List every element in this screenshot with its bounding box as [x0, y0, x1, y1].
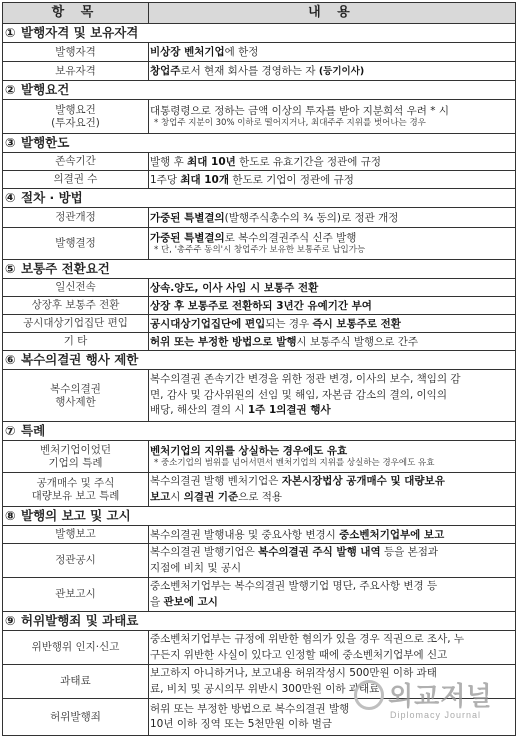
text: 중소벤처기업부는 규정에 위반한 혐의가 있을 경우 직권으로 조사, 누 — [150, 633, 465, 645]
bold-text: 벤처기업의 지위를 상실하는 경우에도 유효 — [150, 445, 348, 457]
text: 로서 현재 회사를 경영하는 자 — [180, 64, 319, 77]
row-label: 의결권 수 — [3, 171, 149, 188]
label-line: (투자요건) — [51, 116, 100, 129]
row-content — [150, 315, 513, 332]
row-label: 과태료 — [3, 665, 149, 698]
row-label: 공시대상기업집단 편입 — [3, 315, 149, 332]
table-row — [2, 544, 516, 578]
bold-text: 가중된 특별결의 — [150, 232, 225, 244]
section-number: ⑦ — [5, 423, 16, 438]
row-content — [150, 208, 513, 227]
table-row — [2, 315, 516, 333]
row-label: 상장후 보통주 전환 — [3, 297, 149, 314]
row-label: 기 타 — [3, 333, 149, 350]
table-row — [2, 473, 516, 507]
section-heading — [2, 612, 516, 631]
section-number: ④ — [5, 190, 16, 205]
text: 복수의결권 발행기업은 — [150, 546, 259, 558]
row-content — [150, 100, 513, 133]
label-line: 발행요건 — [55, 103, 96, 116]
row-label: 존속기간 — [3, 153, 149, 170]
section-heading — [2, 81, 516, 100]
bold-text: 창업주 — [150, 64, 181, 77]
table-row — [2, 171, 516, 189]
text: 한도로 기업이 정관에 규정 — [229, 173, 354, 186]
text: 10년 이하 징역 또는 5천만원 이하 벌금 — [150, 718, 333, 730]
footnote: * 창업주 지분이 30% 이하로 떨어지거나, 최대주주 지위를 벗어나는 경우 — [154, 118, 426, 128]
footnote: * 단, '총주주 동의'시 창업주가 보유한 보통주로 납입가능 — [154, 245, 366, 255]
label-line: 기업의 특례 — [48, 456, 103, 469]
row-content — [150, 171, 513, 188]
text: 중소벤처기업부는 복수의결권 발행기업 명단, 주요사항 변경 등 — [150, 580, 438, 592]
policy-table — [2, 2, 516, 738]
table-row — [2, 578, 516, 612]
row-content — [150, 441, 513, 472]
row-label: 발행결정 — [3, 228, 149, 259]
text: 등을 본점과 — [380, 546, 439, 558]
text: 지점에 비치 및 공시 — [150, 561, 242, 574]
bold-text: 복수의결권 주식 발행 내역 — [258, 546, 381, 558]
table-row — [2, 370, 516, 422]
row-content — [150, 228, 513, 259]
section-title: 특례 — [21, 423, 46, 438]
text: 복수의결권 발행 벤처기업은 — [150, 475, 282, 487]
section-title: 복수의결권 행사 제한 — [21, 352, 139, 367]
bold-text: 자본시장법상 공개매수 및 대량보유 — [281, 475, 445, 487]
text: 을 — [150, 595, 164, 608]
row-label: 보유자격 — [3, 62, 149, 80]
row-label: 정관공시 — [3, 544, 149, 577]
row-content — [150, 333, 513, 350]
text: 대통령령으로 정하는 금액 이상의 투자를 받아 지분희석 우려 * 시 — [150, 105, 450, 117]
bold-text: 최대 10개 — [180, 173, 230, 186]
section-title: 절차 · 방법 — [21, 190, 83, 205]
row-label — [3, 441, 149, 472]
text: 1주당 — [150, 173, 181, 186]
section-title: 발행의 보고 및 고시 — [21, 508, 131, 523]
row-label: 위반행위 인지·신고 — [3, 631, 149, 664]
section-number: ⑧ — [5, 508, 16, 523]
label-line: 벤처기업이었던 — [39, 443, 111, 456]
footnote: * 중소기업의 범위를 넘어서면서 벤처기업의 지위를 상실하는 경우에도 유효 — [154, 458, 435, 468]
bold-text: 즉시 보통주로 전환 — [312, 317, 401, 330]
row-content — [150, 62, 513, 80]
section-number: ⑨ — [5, 613, 16, 628]
section-title: 보통주 전환요건 — [21, 261, 110, 276]
row-label — [3, 370, 149, 421]
row-content — [150, 279, 513, 296]
section-heading — [2, 189, 516, 208]
bold-text: 최대 10년 — [187, 155, 236, 168]
text: 면, 감사 및 감사위원의 선임 및 해임, 자본금 감소의 결의, 이익의 — [150, 388, 447, 401]
text: 보고하지 아니하거나, 보고내용 허위작성시 500만원 이하 과태 — [150, 667, 437, 679]
section-number: ⑤ — [5, 261, 16, 276]
table-row — [2, 297, 516, 315]
text: 에 한정 — [224, 46, 259, 58]
section-title: 허위발행죄 및 과태료 — [21, 613, 139, 628]
table-row — [2, 441, 516, 473]
text: 한도로 유효기간을 정관에 규정 — [235, 155, 382, 168]
watermark-subtitle: Diplomacy Journal — [390, 710, 482, 720]
label-line: 행사제한 — [55, 395, 96, 408]
text: 로 복수의결권주식 신주 발행 — [224, 232, 357, 244]
bold-text: 상속.양도, 이사 사임 시 보통주 전환 — [150, 281, 319, 294]
section-number: ② — [5, 82, 16, 97]
bold-text: 허위 또는 부정한 방법으로 발행 — [150, 335, 297, 348]
label-line: 대량보유 보고 특례 — [31, 489, 120, 502]
label-line: 공개매수 및 주식 — [36, 476, 115, 489]
text: 시 보통주식 발행으로 간주 — [296, 335, 419, 348]
watermark-title: 외교저널 — [388, 682, 493, 712]
text: 배당, 해산의 결의 시 — [150, 404, 248, 417]
watermark-logo-icon — [354, 680, 384, 710]
row-content — [150, 631, 513, 664]
text: 복수의결권 존속기간 변경을 위한 정관 변경, 이사의 보수, 책임의 감 — [150, 373, 461, 386]
table-header — [2, 2, 516, 24]
bold-text: 비상장 벤처기업 — [150, 46, 225, 58]
header-content: 내 용 — [308, 5, 356, 20]
table-row — [2, 228, 516, 260]
table-row — [2, 526, 516, 544]
label-line: 복수의결권 — [50, 382, 101, 395]
section-number: ⑥ — [5, 352, 16, 367]
row-label — [3, 100, 149, 133]
text: (발행주식총수의 ¾ 동의)로 정관 개정 — [224, 211, 399, 224]
row-content — [150, 526, 513, 543]
section-heading — [2, 422, 516, 441]
row-content — [150, 43, 513, 61]
section-heading — [2, 351, 516, 370]
row-content — [150, 473, 513, 506]
header-item: 항 목 — [3, 3, 149, 23]
section-title: 발행요건 — [21, 82, 70, 97]
row-label: 관보고시 — [3, 578, 149, 611]
table-row — [2, 100, 516, 134]
text: 시 — [170, 490, 184, 503]
bold-text: 상장 후 보통주로 전환하되 3년간 유예기간 부여 — [150, 299, 372, 312]
row-label: 발행자격 — [3, 43, 149, 61]
section-heading — [2, 134, 516, 153]
table-row — [2, 153, 516, 171]
row-label: 일신전속 — [3, 279, 149, 296]
row-label: 발행보고 — [3, 526, 149, 543]
bold-text: 가중된 특별결의 — [150, 211, 225, 224]
table-row — [2, 631, 516, 665]
row-content — [150, 297, 513, 314]
watermark — [354, 676, 504, 726]
row-content — [150, 153, 513, 170]
row-content — [150, 544, 513, 577]
text: 되는 경우 — [265, 317, 313, 330]
text: 으로 적용 — [238, 490, 283, 503]
bold-text: (등기이사) — [318, 65, 365, 77]
table-row — [2, 279, 516, 297]
bold-text: 공시대상기업집단에 편입 — [150, 317, 266, 330]
table-row — [2, 43, 516, 62]
bold-text: 의결권 기준 — [183, 490, 239, 503]
section-number: ① — [5, 25, 16, 40]
bold-text: 관보에 고시 — [163, 595, 218, 608]
section-heading — [2, 260, 516, 279]
table-row — [2, 62, 516, 81]
section-number: ③ — [5, 135, 16, 150]
row-label — [3, 473, 149, 506]
table-row — [2, 333, 516, 351]
section-heading — [2, 507, 516, 526]
bold-text: 보고 — [150, 490, 171, 503]
row-content — [150, 370, 513, 421]
section-title: 발행자격 및 보유자격 — [21, 25, 139, 40]
row-content — [150, 578, 513, 611]
table-row — [2, 208, 516, 228]
text: 복수의결권 발행내용 및 중요사항 변경시 — [150, 528, 340, 541]
text: 료, 비치 및 공시의무 위반시 300만원 이하 과태료 — [150, 682, 380, 695]
row-label: 정관개정 — [3, 208, 149, 227]
bold-text: 중소벤처기업부에 보고 — [339, 528, 445, 541]
text: 발행 후 — [150, 155, 188, 168]
text: 허위 또는 부정한 방법으로 복수의결권 발행 — [150, 702, 350, 715]
bold-text: 1주 1의결권 행사 — [247, 404, 331, 417]
text: 구든지 위반한 사실이 있다고 인정할 때에 중소벤처기업부에 신고 — [150, 648, 448, 661]
row-label: 허위발행죄 — [3, 699, 149, 735]
section-title: 발행한도 — [21, 135, 70, 150]
section-heading — [2, 24, 516, 43]
